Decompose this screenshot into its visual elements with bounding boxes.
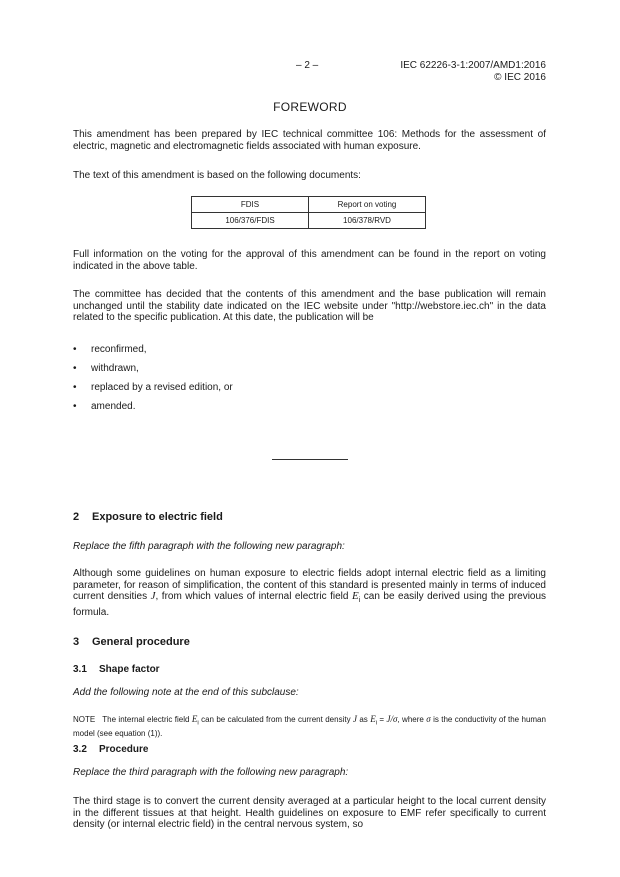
subsection-3-2-paragraph: The third stage is to convert the current density averaged at a particular height to the local current density in the different tissues at that height. Health guidelines on exposure to EMF refer specifically to current density (or internal electric field) in the central nervous system, so (73, 796, 546, 830)
section-divider (272, 459, 348, 460)
list-item-text: withdrawn, (91, 363, 139, 374)
table-header-cell: Report on voting (309, 197, 426, 213)
table-row (192, 213, 426, 229)
foreword-intro-paragraph: This amendment has been prepared by IEC technical committee 106: Methods for the assessment of electric, magnetic and electromagnetic fields associated with human exposure. (73, 129, 546, 152)
subsection-3-2-heading (73, 744, 148, 755)
standard-id: IEC 62226-3-1:2007/AMD1:2016 (400, 60, 546, 71)
subsection-number: 3.1 (73, 664, 87, 675)
documents-table (191, 196, 426, 229)
table-cell: 106/376/FDIS (192, 213, 309, 229)
foreword-title: FOREWORD (273, 100, 347, 114)
note-label: NOTE (73, 715, 96, 724)
note-paragraph: NOTE The internal electric field $E_i$ can be calculated from the current density J as $E_i = J/\sigma$, where σ is the conductivity of the human model (see equation (1)). (73, 714, 546, 739)
voting-info-paragraph: Full information on the voting for the approval of this amendment can be found in the report on voting indicated in the above table. (73, 249, 546, 272)
subsection-3-1-instruction: Add the following note at the end of this subclause: (73, 687, 299, 698)
table-header-row (192, 197, 426, 213)
symbol-E: E (351, 590, 359, 602)
section-title: Exposure to electric field (92, 511, 223, 523)
document-reference (400, 60, 546, 83)
section-3-heading (73, 636, 190, 648)
section-number: 3 (73, 636, 80, 648)
copyright-line: © IEC 2016 (494, 71, 546, 83)
page-number: – 2 – (296, 60, 319, 71)
section-2-paragraph: Although some guidelines on human exposure to electric fields adopt internal electric field as a limiting parameter, for reason of simplification, the content of this standard is presented mainly in terms of induced current densities J, from which values of internal electric field $E_i$ can be easily derived using the previous formula. (73, 568, 547, 618)
list-item (73, 363, 533, 382)
subsection-number: 3.2 (73, 744, 87, 755)
subsection-title: Procedure (99, 744, 149, 755)
stability-paragraph: The committee has decided that the contents of this amendment and the base publication will remain unchanged until the stability date indicated on the IEC website under "http://webstore.iec.ch" in the data related to the specific publication. At this date, the publication will be (73, 289, 546, 323)
list-item-text: reconfirmed, (91, 344, 147, 355)
section-number: 2 (73, 511, 80, 523)
subsection-3-1-heading (73, 664, 160, 675)
bullet-icon: • (73, 382, 77, 393)
table-header-cell: FDIS (192, 197, 309, 213)
list-item (73, 401, 533, 420)
bullet-icon: • (73, 401, 77, 412)
section-2-instruction: Replace the fifth paragraph with the following new paragraph: (73, 541, 345, 552)
section-title: General procedure (92, 636, 190, 648)
subsection-3-2-instruction: Replace the third paragraph with the following new paragraph: (73, 767, 349, 778)
list-item-text: replaced by a revised edition, or (91, 382, 233, 393)
documents-intro-text: The text of this amendment is based on the following documents: (73, 170, 361, 181)
list-item-text: amended. (91, 401, 136, 412)
list-item (73, 382, 533, 401)
bullet-icon: • (73, 344, 77, 355)
symbol-subscript: i (358, 597, 361, 604)
bullet-icon: • (73, 363, 77, 374)
formula-rhs: J/σ (386, 714, 398, 724)
symbol-J: J (150, 590, 156, 602)
list-item (73, 344, 533, 363)
outcome-list (73, 344, 533, 420)
subsection-title: Shape factor (99, 664, 160, 675)
table-cell: 106/378/RVD (309, 213, 426, 229)
section-2-heading (73, 511, 223, 523)
